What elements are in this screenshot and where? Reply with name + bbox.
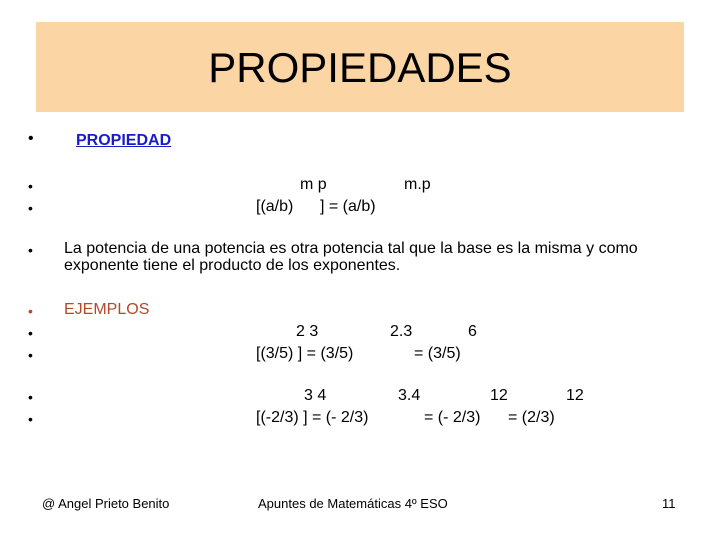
property-description: La potencia de una potencia es otra potencia tal que la base es la misma y como exponente tiene el producto de los exponentes.: [64, 240, 638, 274]
formula-base-left: [(a/b): [256, 198, 294, 215]
title-banner: [36, 22, 684, 112]
example2-result: = (- 2/3): [424, 409, 481, 426]
slide-title: PROPIEDADES: [208, 44, 512, 91]
example1-expression: [(3/5) ] = (3/5): [256, 345, 354, 362]
example1-result-exponent: 6: [468, 323, 477, 340]
property-heading[interactable]: [76, 132, 171, 150]
example2-final: = (2/3): [508, 409, 555, 426]
example2-product: 3.4: [398, 387, 421, 404]
example1-exponents: 2 3: [296, 323, 319, 340]
example1-result: = (3/5): [414, 345, 461, 362]
example1-product: 2.3: [390, 323, 413, 340]
example2-final-exponent: 12: [566, 387, 584, 404]
example2-expression: [(-2/3) ] = (- 2/3): [256, 409, 369, 426]
bullet: •: [28, 303, 33, 319]
bullet: •: [28, 200, 33, 216]
property-heading-link[interactable]: PROPIEDAD: [76, 132, 172, 149]
footer-author: @ Angel Prieto Benito: [42, 496, 170, 511]
page-number: 11: [662, 496, 676, 511]
bullet: •: [28, 130, 34, 147]
bullet: •: [28, 325, 33, 341]
examples-label: EJEMPLOS: [64, 301, 150, 318]
bullet: •: [28, 347, 33, 363]
bullet: •: [28, 389, 33, 405]
example2-exponents: 3 4: [304, 387, 327, 404]
formula-base-right: ] = (a/b): [320, 198, 376, 215]
bullet: •: [28, 411, 33, 427]
formula-exponents-left: m p: [300, 176, 327, 193]
formula-exponent-right: m.p: [404, 176, 431, 193]
bullet: •: [28, 242, 33, 258]
example2-result-exponent: 12: [490, 387, 508, 404]
footer-course: Apuntes de Matemáticas 4º ESO: [258, 496, 448, 511]
bullet: •: [28, 178, 33, 194]
